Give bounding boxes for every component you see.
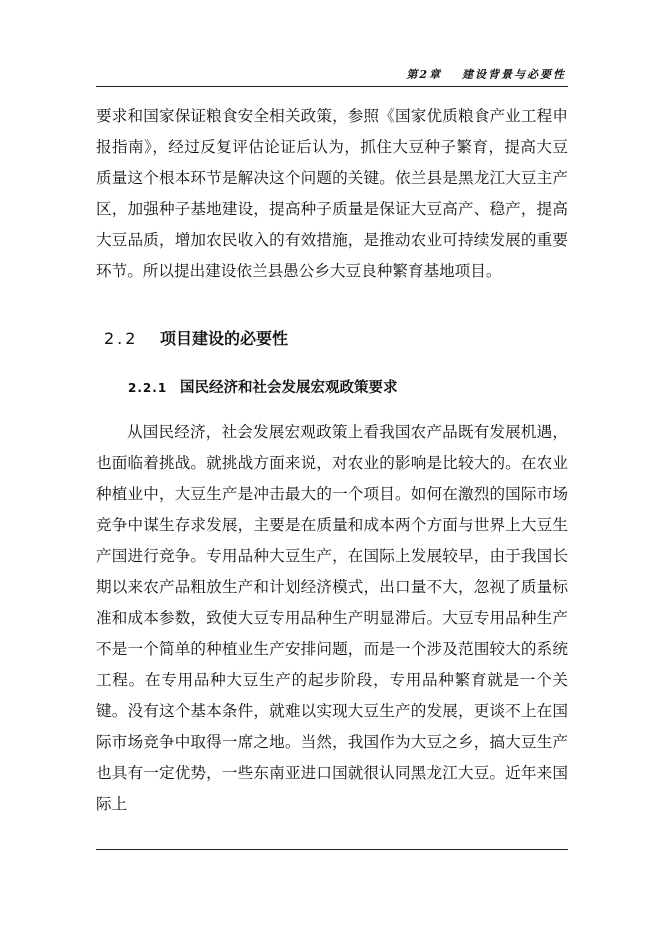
section-heading [104, 326, 288, 349]
subsection-heading [128, 376, 398, 397]
body-paragraph-1: 要求和国家保证粮食安全相关政策，参照《国家优质粮食产业工程申报指南》，经过反复评估论证后认为，抓住大豆种子繁育，提高大豆质量这个根本环节是解决这个问题的关键。依兰县是黑龙江大豆主产区，加强种子基地建设，提高种子质量是保证大豆高产、稳产，提高大豆品质，增加农民收入的有效措施，是推动农业可持续发展的重要环节。所以提出建设依兰县愚公乡大豆良种繁育基地项目。 [96, 107, 568, 280]
running-header [406, 66, 566, 82]
subsection-number: 2.2.1 [128, 381, 168, 395]
footer-divider [96, 849, 568, 850]
header-title: 建设背景与必要性 [462, 68, 566, 81]
header-divider [96, 86, 568, 87]
section-number: 2.2 [104, 329, 139, 348]
header-chapter: 第2章 [406, 68, 442, 81]
subsection-title: 国民经济和社会发展宏观政策要求 [180, 380, 398, 396]
section-title: 项目建设的必要性 [160, 329, 289, 348]
body-paragraph-2: 从国民经济，社会发展宏观政策上看我国农产品既有发展机遇，也面临着挑战。就挑战方面来说，对农业的影响是比较大的。在农业种植业中，大豆生产是冲击最大的一个项目。如何在激烈的国际市场竞争中谋生存求发展，主要是在质量和成本两个方面与世界上大豆生产国进行竞争。专用品种大豆生产，在国际上发展较早，由于我国长期以来农产品粗放生产和计划经济模式，出口量不大，忽视了质量标准和成本参数，致使大豆专用品种生产明显滞后。大豆专用品种生产不是一个简单的种植业生产安排问题，而是一个涉及范围较大的系统工程。在专用品种大豆生产的起步阶段，专用品种繁育就是一个关键。没有这个基本条件，就难以实现大豆生产的发展，更谈不上在国际市场竞争中取得一席之地。当然，我国作为大豆之乡，搞大豆生产也具有一定优势，一些东南亚进口国就很认同黑龙江大豆。近年来国际上 [96, 423, 568, 813]
